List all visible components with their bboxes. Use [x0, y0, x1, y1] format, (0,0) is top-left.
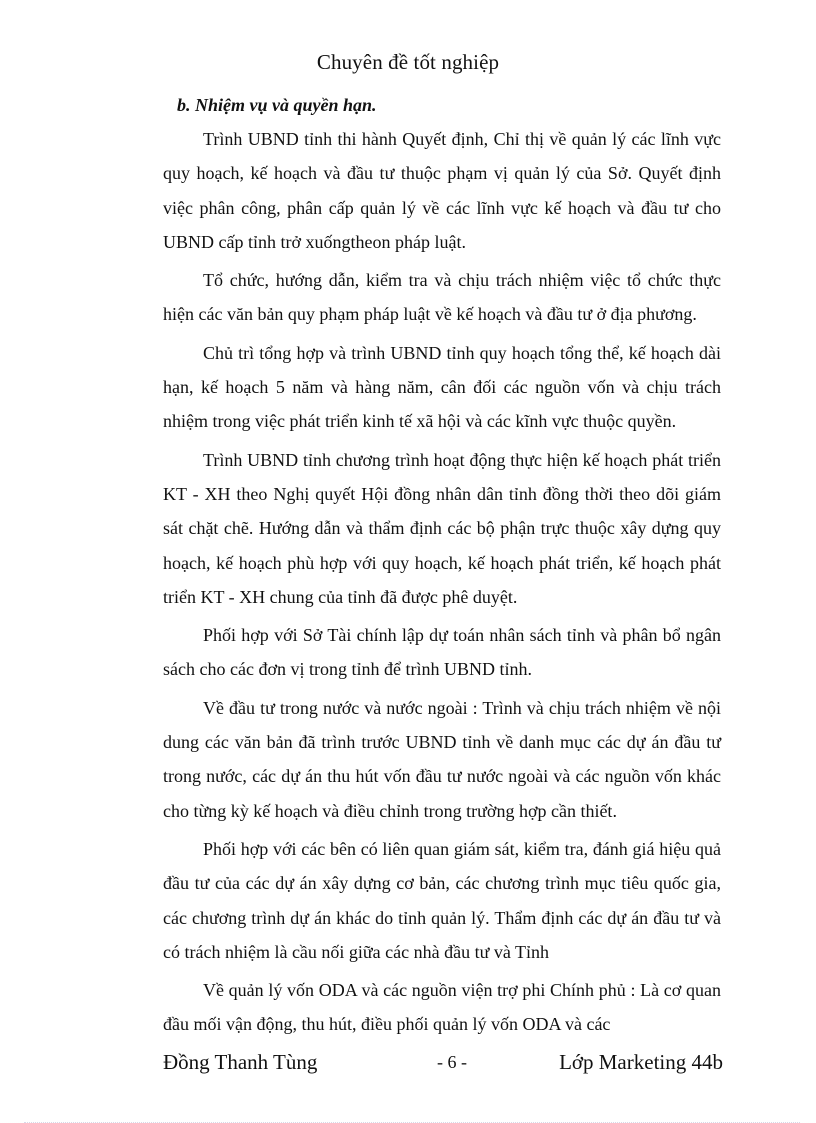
paragraph-2: Tổ chức, hướng dẫn, kiểm tra và chịu trách nhiệm việc tổ chức thực hiện các văn bản quy phạm pháp luật về kế hoạch và đầu tư ở địa phương. — [163, 270, 721, 325]
paragraph-6: Về đầu tư trong nước và nước ngoài : Trình và chịu trách nhiệm về nội dung các văn bản đã trình trước UBND tỉnh về danh mục các dự án đầu tư trong nước, các dự án thu hút vốn đầu tư nước ngoài và các nguồn vốn khác cho từng kỳ kế hoạch và điều chỉnh trong trường hợp cần thiết. — [163, 697, 721, 821]
section-heading: b. Nhiệm vụ và quyền hạn. — [177, 95, 377, 115]
paragraph-4: Trình UBND tỉnh chương trình hoạt động thực hiện kế hoạch phát triển KT - XH theo Nghị quyết Hội đồng nhân dân tỉnh đồng thời theo dõi giám sát chặt chẽ. Hướng dẫn và thẩm định các bộ phận trực thuộc xây dựng quy hoạch, kế hoạch phù hợp với quy hoạch, kế hoạch phát triển, kế hoạch phát triển KT - XH chung của tỉnh đã được phê duyệt. — [163, 449, 721, 607]
page-header-title: Chuyên đề tốt nghiệp — [316, 50, 500, 74]
footer-author: Đồng Thanh Tùng — [163, 1050, 318, 1074]
paragraph-8: Về quản lý vốn ODA và các nguồn viện trợ phi Chính phủ : Là cơ quan đầu mối vận động, thu hút, điều phối quản lý vốn ODA và các — [163, 980, 721, 1035]
paragraph-1: Trình UBND tỉnh thi hành Quyết định, Chỉ thị về quản lý các lĩnh vực quy hoạch, kế hoạch và đầu tư thuộc phạm vị quản lý của Sở. Quyết định việc phân công, phân cấp quản lý về các lĩnh vực kế hoạch và đầu tư cho UBND cấp tỉnh trở xuốngtheon pháp luật. — [163, 129, 721, 252]
paragraph-3: Chủ trì tổng hợp và trình UBND tỉnh quy hoạch tổng thể, kế hoạch dài hạn, kế hoạch 5 năm và hàng năm, cân đối các nguồn vốn và chịu trách nhiệm trong việc phát triển kinh tế xã hội và các kĩnh vực thuộc quyền. — [163, 342, 721, 432]
footer-page-number: - 6 - — [437, 1052, 467, 1072]
paragraph-7: Phối hợp với các bên có liên quan giám sát, kiểm tra, đánh giá hiệu quả đầu tư của các dự án xây dựng cơ bản, các chương trình mục tiêu quốc gia, các chương trình dự án khác do tỉnh quản lý. Thẩm định các dự án đầu tư và có trách nhiệm là cầu nối giữa các nhà đầu tư và Tỉnh — [163, 838, 721, 962]
page-footer — [163, 1047, 723, 1077]
footer-class-name: Lớp Marketing 44b — [559, 1050, 723, 1074]
paragraph-5: Phối hợp với Sở Tài chính lập dự toán nhân sách tỉnh và phân bổ ngân sách cho các đơn vị trong tỉnh để trình UBND tỉnh. — [163, 625, 721, 680]
document-body — [163, 88, 721, 1042]
